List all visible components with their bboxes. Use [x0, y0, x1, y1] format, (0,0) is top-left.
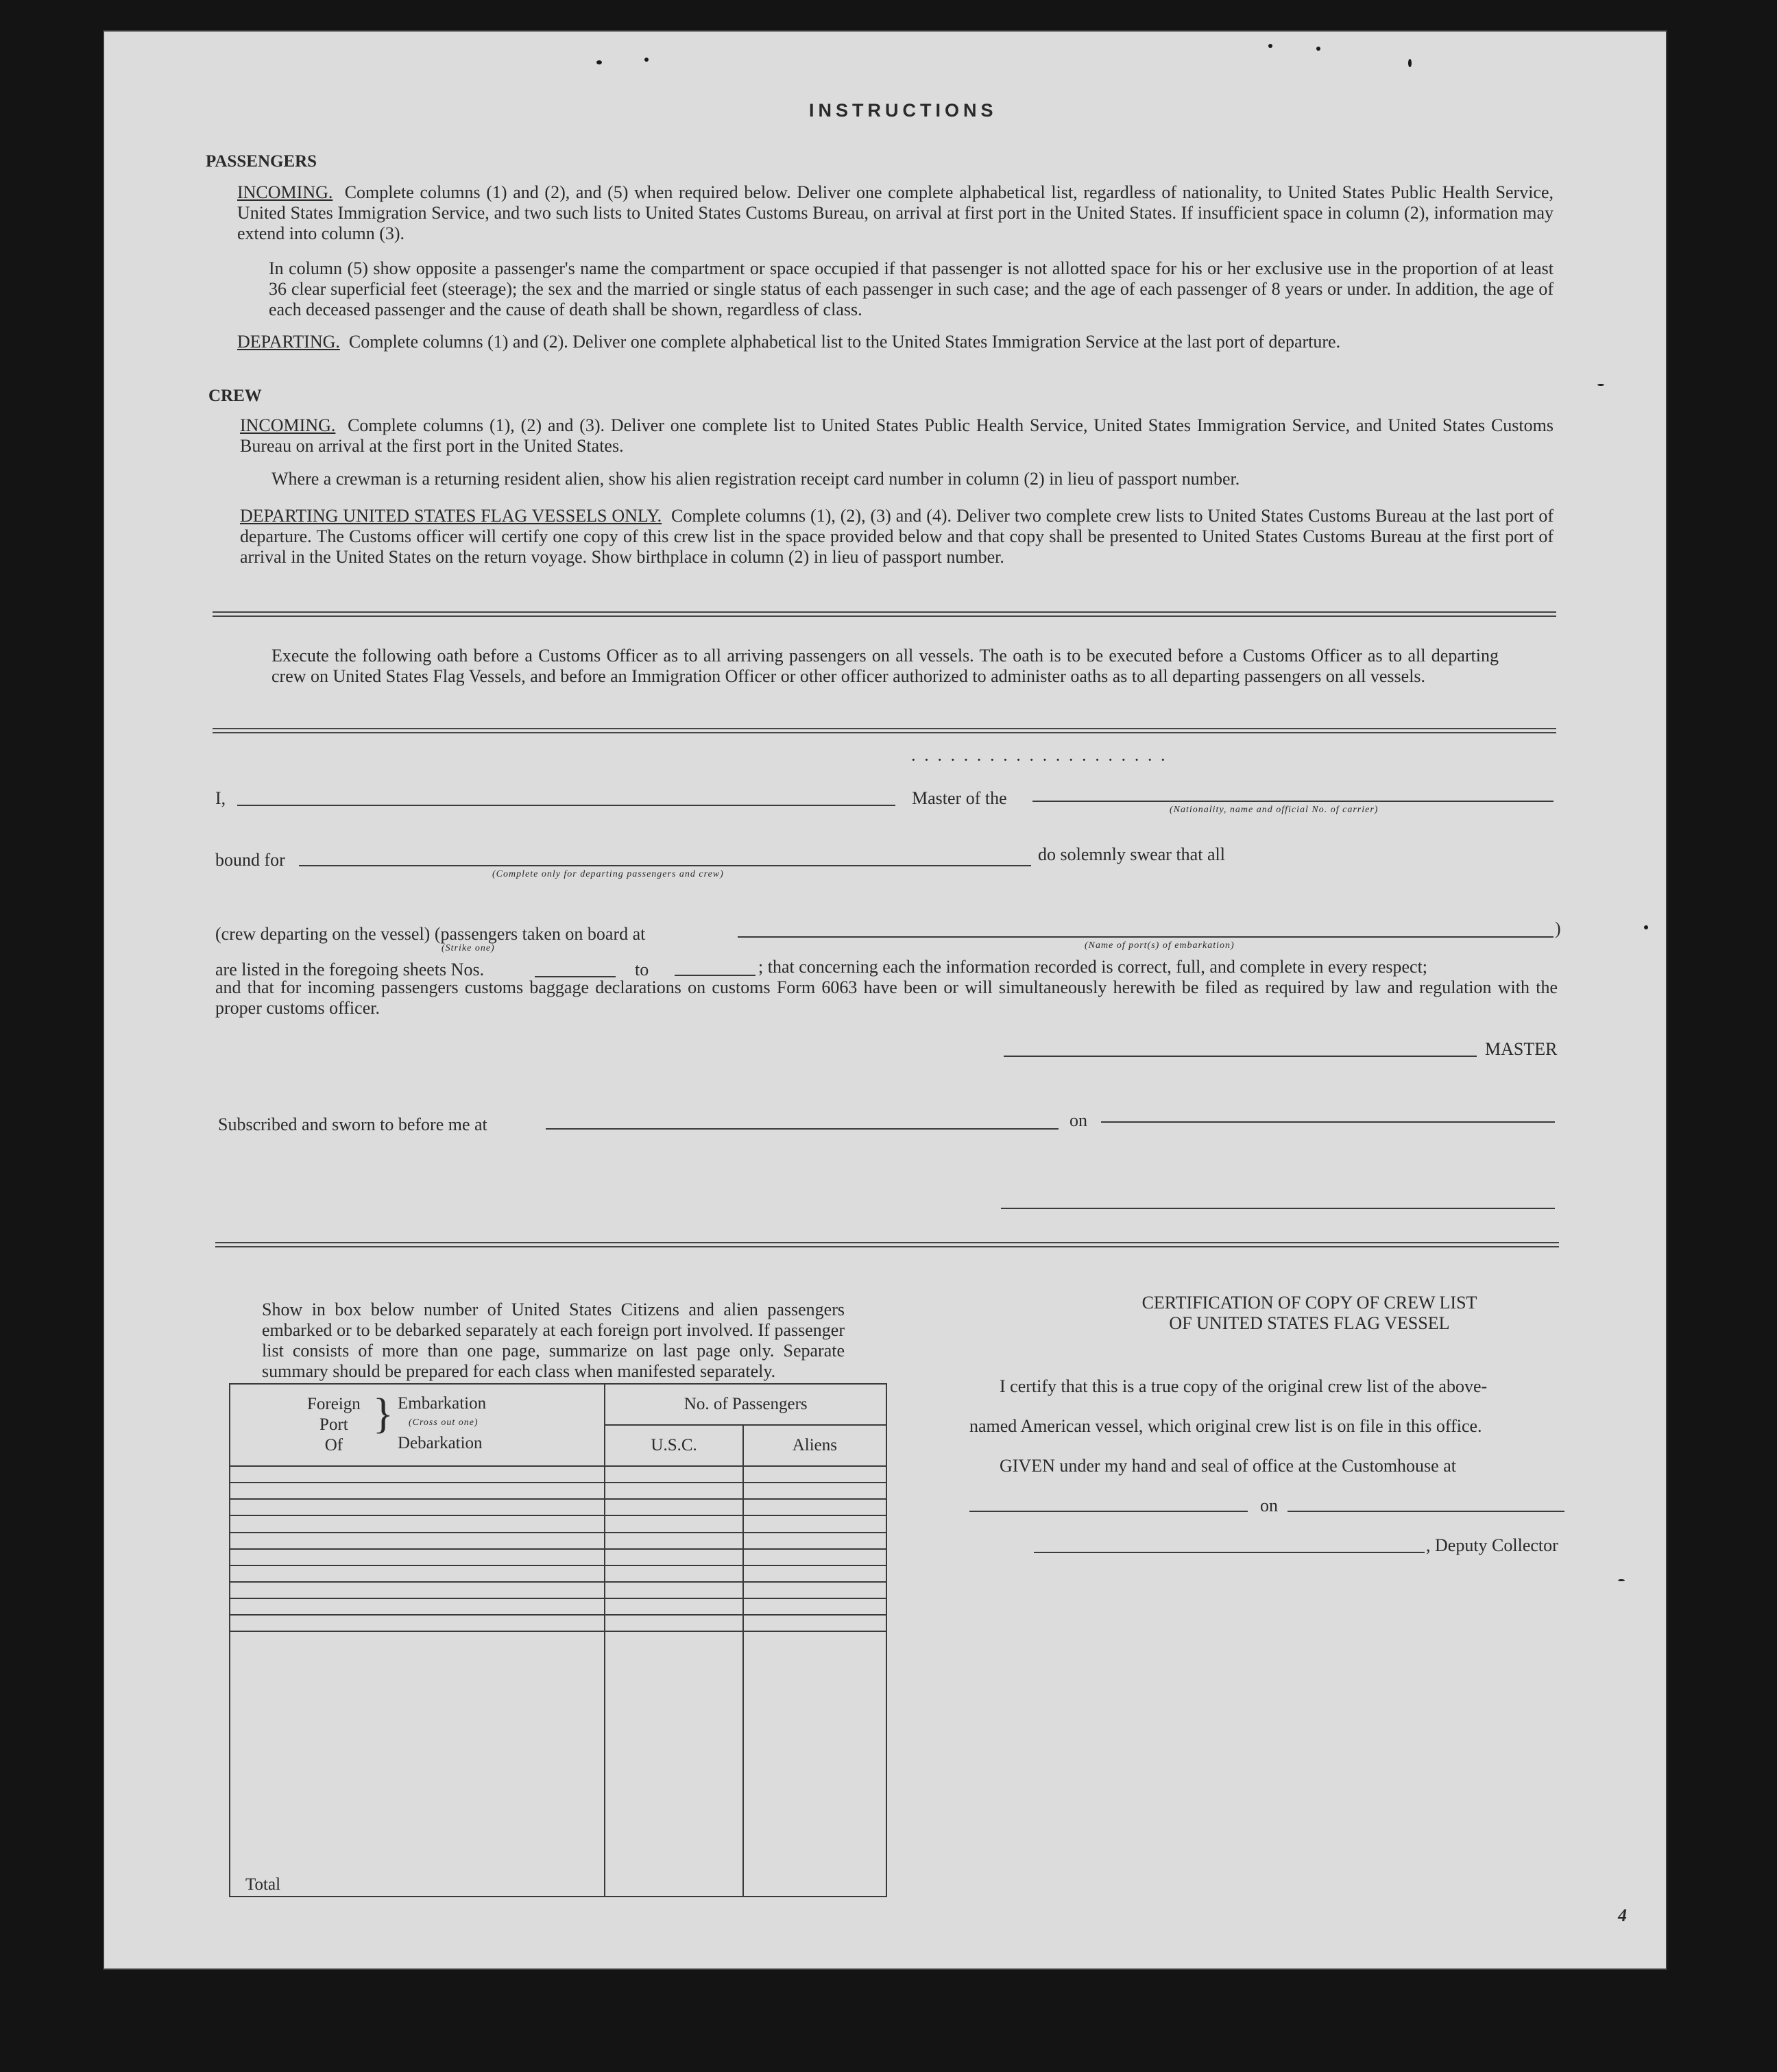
strike-one-hint: (Strike one) [442, 943, 495, 953]
aliens-cell[interactable] [743, 1515, 886, 1532]
passengers-incoming-label: INCOMING. [237, 182, 333, 202]
table-row [230, 1565, 886, 1582]
page-title: INSTRUCTIONS [809, 100, 998, 121]
usc-cell[interactable] [605, 1549, 742, 1565]
usc-total-cell[interactable] [605, 1631, 742, 1897]
aliens-cell[interactable] [743, 1466, 886, 1483]
usc-cell[interactable] [605, 1483, 742, 1499]
foreign-label: Foreign [307, 1395, 361, 1413]
separator-2 [213, 728, 1556, 733]
passenger-summary-table [229, 1383, 887, 1897]
certification-title-line1: CERTIFICATION OF COPY OF CREW LIST [1141, 1293, 1477, 1313]
port-label: Port [319, 1415, 348, 1434]
usc-cell[interactable] [605, 1466, 742, 1483]
master-signature-field[interactable] [1004, 1056, 1477, 1057]
certification-title [1069, 1293, 1549, 1334]
master-of-label: Master of the [912, 788, 1007, 808]
table-row [230, 1533, 886, 1549]
crew-departing-text: Complete columns (1), (2), (3) and (4). Deliver two complete crew lists to United States Customs Bureau at the last port of departure. The Customs officer will certify one copy of this crew list in the space provided below and that copy shall be presented to United States Customs Bureau at the first port of arrival in the United States on the return voyage. Show birthplace in column (2) in lieu of passport number. [240, 506, 1554, 567]
scan-speck [1268, 44, 1272, 48]
aliens-cell[interactable] [743, 1483, 886, 1499]
cross-out-hint: (Cross out one) [409, 1417, 479, 1428]
carrier-field[interactable] [1032, 801, 1554, 802]
sworn-place-field[interactable] [546, 1128, 1059, 1130]
subscribed-label: Subscribed and sworn to before me at [218, 1114, 487, 1134]
total-label: Total [230, 1631, 605, 1897]
usc-cell[interactable] [605, 1499, 742, 1515]
table-row [230, 1549, 886, 1565]
table-row [230, 1582, 886, 1598]
table-row [230, 1483, 886, 1499]
of-label: Of [324, 1436, 343, 1454]
aliens-cell[interactable] [743, 1499, 886, 1515]
ports-hint: (Name of port(s) of embarkation) [1085, 940, 1235, 951]
master-name-field[interactable] [237, 805, 895, 806]
table-row [230, 1598, 886, 1615]
scan-speck [1408, 59, 1412, 67]
listed-text-c: and that for incoming passengers customs baggage declarations on customs Form 6063 have been or will simultaneously herewith be filed as required by law and regulation with the proper customs officer. [215, 977, 1558, 1018]
aliens-cell[interactable] [743, 1565, 886, 1582]
total-row [230, 1631, 886, 1897]
port-cell[interactable] [230, 1466, 605, 1483]
scan-speck [1316, 47, 1320, 51]
usc-cell[interactable] [605, 1582, 742, 1598]
summary-instructions: Show in box below number of United States Citizens and alien passengers embarked or to be debarked separately at each foreign port involved. If passenger list consists of more than one page, summarize on last page only. Separate summary should be prepared for each class when manifested separately. [262, 1300, 845, 1381]
sworn-on-label: on [1069, 1110, 1087, 1130]
usc-cell[interactable] [605, 1515, 742, 1532]
foreign-port-of [307, 1394, 361, 1456]
ports-field[interactable] [738, 936, 1554, 938]
aliens-cell[interactable] [743, 1615, 886, 1631]
oath-i-label: I, [215, 788, 226, 808]
bound-for-hint: (Complete only for departing passengers and crew) [492, 869, 724, 879]
crew-departing-label: DEPARTING UNITED STATES FLAG VESSELS ONLY. [240, 506, 662, 526]
usc-cell[interactable] [605, 1565, 742, 1582]
passengers-departing-text: Complete columns (1) and (2). Deliver one complete alphabetical list to the United States Immigration Service at the last port of departure. [348, 332, 1341, 352]
oath-intro: Execute the following oath before a Customs Officer as to all arriving passengers on all vessels. The oath is to be executed before a Customs Officer as to all departing crew on United States Flag Vessels, and before an Immigration Officer or other officer authorized to administer oaths as to all departing passengers on all vessels. [271, 646, 1499, 686]
deputy-collector-label: , Deputy Collector [1426, 1535, 1558, 1555]
brace-icon: } [373, 1391, 394, 1437]
port-cell[interactable] [230, 1483, 605, 1499]
deputy-signature-field[interactable] [1034, 1552, 1425, 1553]
aliens-cell[interactable] [743, 1582, 886, 1598]
passengers-departing-label: DEPARTING. [237, 332, 340, 352]
table-row [230, 1466, 886, 1483]
debarkation-label: Debarkation [398, 1434, 483, 1452]
crew-incoming-label: INCOMING. [240, 415, 336, 435]
port-cell[interactable] [230, 1565, 605, 1582]
port-cell[interactable] [230, 1515, 605, 1532]
usc-header: U.S.C. [605, 1425, 742, 1466]
usc-cell[interactable] [605, 1615, 742, 1631]
separator-1 [213, 611, 1556, 617]
certify-line1: I certify that this is a true copy of the original crew list of the above- [1000, 1376, 1488, 1396]
port-cell[interactable] [230, 1533, 605, 1549]
crew-resident-paragraph: Where a crewman is a returning resident alien, show his alien registration receipt card number in column (2) in lieu of passport number. [271, 469, 1240, 489]
scan-speck [1597, 384, 1604, 386]
bound-for-field[interactable] [299, 865, 1031, 866]
scan-speck [596, 60, 602, 64]
scan-speck [1618, 1579, 1625, 1581]
master-label: MASTER [1485, 1039, 1558, 1059]
port-header-cell [230, 1384, 605, 1466]
separator-3 [215, 1242, 1559, 1247]
listed-text-b: ; that concerning each the information recorded is correct, full, and complete in every respect; [758, 957, 1428, 977]
customhouse-field[interactable] [969, 1511, 1248, 1512]
sheet-to-field[interactable] [675, 975, 755, 976]
crew-incoming-text: Complete columns (1), (2) and (3). Deliver one complete list to United States Public Health Service, United States Immigration Service, and United States Customs Bureau on arrival at the first port in the United States. [240, 415, 1554, 456]
usc-cell[interactable] [605, 1533, 742, 1549]
port-cell[interactable] [230, 1615, 605, 1631]
bound-for-label: bound for [215, 850, 285, 870]
carrier-hint: (Nationality, name and official No. of carrier) [1170, 805, 1379, 815]
crew-departing-paragraph [240, 506, 1554, 568]
given-on-label: on [1260, 1496, 1278, 1515]
crew-incoming-paragraph [240, 415, 1554, 456]
form-page [103, 30, 1667, 1970]
sworn-date-field[interactable] [1101, 1121, 1555, 1123]
table-row [230, 1615, 886, 1631]
listed-text-a: are listed in the foregoing sheets Nos. [215, 960, 485, 979]
aliens-cell[interactable] [743, 1533, 886, 1549]
no-passengers-header: No. of Passengers [605, 1384, 886, 1425]
aliens-header: Aliens [743, 1425, 886, 1466]
aliens-cell[interactable] [743, 1549, 886, 1565]
certification-title-line2: OF UNITED STATES FLAG VESSEL [1169, 1313, 1450, 1333]
scan-speck [1644, 925, 1648, 929]
ports-close-paren: ) [1555, 918, 1561, 938]
passengers-incoming-paragraph [237, 182, 1554, 244]
aliens-total-cell[interactable] [743, 1631, 886, 1897]
crew-passengers-text: (crew departing on the vessel) (passengers taken on board at [215, 924, 646, 944]
table-row [230, 1515, 886, 1532]
passengers-incoming-text: Complete columns (1) and (2), and (5) when required below. Deliver one complete alphabetical list, regardless of nationality, to United States Public Health Service, United States Immigration Service, and two such lists to United States Customs Bureau, on arrival at first port in the United States. If insufficient space in column (2), information may extend into column (3). [237, 182, 1554, 243]
given-text: GIVEN under my hand and seal of office at the Customhouse at [1000, 1456, 1456, 1476]
scan-speck [644, 58, 649, 62]
listed-to: to [635, 960, 649, 979]
passengers-departing-paragraph [237, 332, 1554, 352]
port-cell[interactable] [230, 1582, 605, 1598]
aliens-cell[interactable] [743, 1598, 886, 1615]
embarkation-label: Embarkation [398, 1394, 487, 1413]
dotted-leader: · · · · · · · · · · · · · · · · · · · · [910, 750, 1168, 770]
table-row [230, 1499, 886, 1515]
passengers-column5-paragraph: In column (5) show opposite a passenger's name the compartment or space occupied if that passenger is not allotted space for his or her exclusive use in the proportion of at least 36 clear superficial feet (steerage); the sex and the married or single status of each passenger in such case; and the age of each passenger of 8 years or under. In addition, the age of each deceased passenger and the cause of death shall be shown, regardless of class. [269, 258, 1554, 319]
port-cell[interactable] [230, 1499, 605, 1515]
swear-text: do solemnly swear that all [1038, 844, 1225, 864]
port-cell[interactable] [230, 1549, 605, 1565]
port-cell[interactable] [230, 1598, 605, 1615]
crew-heading: CREW [208, 387, 262, 405]
given-date-field[interactable] [1288, 1511, 1564, 1512]
usc-cell[interactable] [605, 1598, 742, 1615]
officer-signature-field[interactable] [1001, 1208, 1555, 1209]
corner-mark: 4 [1618, 1905, 1627, 1925]
certify-line2: named American vessel, which original crew list is on file in this office. [969, 1416, 1482, 1436]
passengers-heading: PASSENGERS [206, 152, 317, 171]
